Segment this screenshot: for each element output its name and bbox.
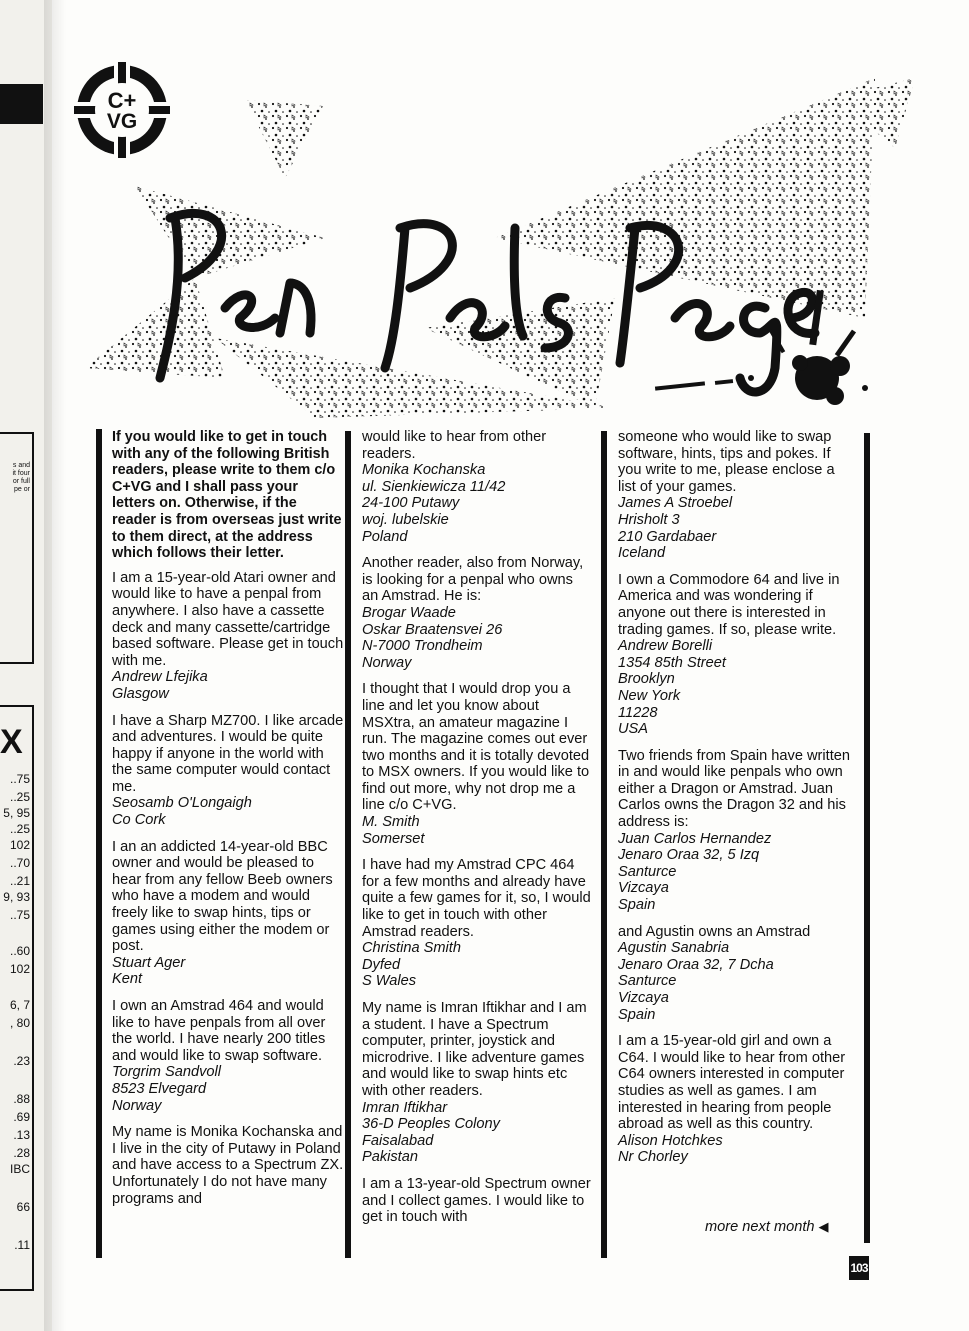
letter-address: [362, 814, 592, 847]
letter-address: [618, 495, 854, 561]
letter-address: [112, 1064, 344, 1114]
page-number: 103: [849, 1256, 869, 1280]
address-line: 210 Gardabaer: [618, 528, 717, 545]
address-line: USA: [618, 721, 649, 738]
letter-text: I am a 15-year-old girl and own a C64. I would like to hear from other C64 owners interested in computer studies as well as games. I am interested in hearing from people abroad as well as this country.: [618, 1033, 846, 1133]
address-line: Co Cork: [112, 812, 166, 829]
letter-text: Another reader, also from Norway, is looking for a penpal who owns an Amstrad. He is:: [362, 555, 584, 605]
letter-address: [112, 955, 344, 988]
letter-text: My name is Imran Iftikhar and I am a student. I have a Spectrum computer, printer, joystick and microdrive. I like adventure games and would like to swap hints etc with other readers.: [362, 1000, 587, 1099]
left-page-number: 66: [16, 1200, 30, 1214]
address-line: Glasgow: [112, 685, 169, 702]
letter-address: [362, 605, 592, 671]
letter-entry: [362, 429, 592, 545]
letter-address: [112, 795, 344, 828]
address-line: ul. Sienkiewicza 11/42: [362, 478, 506, 495]
address-line: Kent: [112, 971, 143, 988]
left-page-number: .28: [13, 1146, 30, 1160]
logo-line-2: VG: [106, 110, 138, 133]
left-page-number: 6, 7: [9, 998, 30, 1012]
column-1: [112, 429, 344, 1217]
left-page-number: .69: [13, 1110, 30, 1124]
letter-entry: [112, 998, 344, 1114]
letter-text: I own an Amstrad 464 and would like to have penpals from all over the world. I have nearly 200 titles and would like to swap software.: [112, 998, 326, 1064]
letter-entry: [112, 839, 344, 988]
column-rule-4: [864, 433, 870, 1243]
letter-text: I am a 13-year-old Spectrum owner and I collect games. I would like to get in touch with: [362, 1175, 591, 1226]
letter-text: I own a Commodore 64 and live in America and was wondering if anyone out there is interested in trading games. If so, please write.: [618, 571, 840, 638]
address-line: Somerset: [362, 830, 425, 847]
left-page-number: ..75: [9, 908, 30, 922]
address-line: N-7000 Trondheim: [362, 638, 483, 655]
address-line: Juan Carlos Hernandez: [618, 830, 772, 847]
left-page-fragment: s and: [12, 462, 30, 469]
letter-entry: [362, 1176, 592, 1226]
letter-entry: [362, 555, 592, 671]
left-page-number: 5, 95: [3, 806, 30, 820]
letter-text: I an an addicted 14-year-old BBC owner and would be pleased to hear from any fellow Beeb owners who have a modem and would freely like to swap hints, tips or games using either the modem or post.: [112, 838, 333, 955]
letter-address: [362, 1100, 592, 1166]
address-line: Jenaro Oraa 32, 5 Izq: [618, 847, 760, 864]
letter-address: [618, 831, 854, 914]
letter-address: [362, 462, 592, 545]
address-line: Iceland: [618, 545, 666, 562]
address-line: Andrew Borelli: [618, 638, 713, 655]
left-page-number: .23: [13, 1054, 30, 1068]
left-page-number: .88: [13, 1092, 30, 1106]
left-page-number: .13: [13, 1128, 30, 1142]
left-page-number: ..70: [9, 856, 30, 870]
letter-address: [112, 669, 344, 702]
letter-entry: [362, 1000, 592, 1166]
left-page-number: ..25: [9, 790, 30, 804]
left-page-fragment: or full: [12, 478, 30, 485]
address-line: Norway: [362, 654, 412, 671]
letter-entry: [362, 681, 592, 847]
letter-entry: [618, 429, 854, 562]
letter-text: I have had my Amstrad CPC 464 for a few months and already have quite a few games for it, so, I would like to get in touch with other Amstrad readers.: [362, 857, 591, 940]
left-page-letter-mark: X: [0, 723, 23, 761]
address-line: Hrisholt 3: [618, 511, 680, 528]
address-line: S Wales: [362, 973, 417, 990]
confetti-triangles: [85, 78, 915, 418]
left-page-number: ..25: [9, 822, 30, 836]
address-line: James A Stroebel: [618, 495, 733, 512]
address-line: Agustin Sanabria: [618, 940, 730, 957]
address-line: Brogar Waade: [362, 604, 456, 621]
left-page-black-block: [0, 84, 43, 124]
address-line: Spain: [618, 897, 656, 914]
address-line: 36-D Peoples Colony: [362, 1116, 500, 1133]
left-page-fragment: pe or: [14, 486, 30, 493]
address-line: 11228: [618, 704, 658, 721]
letter-text: would like to hear from other readers.: [362, 429, 547, 462]
column-3: [618, 429, 854, 1176]
address-line: 1354 85th Street: [618, 654, 726, 671]
letter-text: and Agustin owns an Amstrad: [618, 923, 811, 940]
address-line: M. Smith: [362, 814, 420, 831]
letter-address: [618, 638, 854, 738]
address-line: Santurce: [618, 973, 677, 990]
address-line: Poland: [362, 528, 408, 545]
letter-text: I thought that I would drop you a line and let you know about MSXtra, an amateur magazine I run. The magazine comes out ever two months and it is totally devoted to MSX owners. If you would like to find out more, why not drop me a line c/o C+VG.: [362, 681, 590, 814]
left-page-number: IBC: [9, 1162, 30, 1176]
letter-text: My name is Monika Kochanska and I live in the city of Putawy in Poland and have access to a Spectrum ZX. Unfortunately I do not have many programs and: [112, 1124, 344, 1207]
left-page-number: ..60: [9, 944, 30, 958]
letter-address: [362, 940, 592, 990]
column-2: [362, 429, 592, 1236]
left-page-number: , 80: [9, 1016, 30, 1030]
address-line: Andrew Lfejika: [112, 669, 208, 686]
left-page-number: 102: [9, 838, 30, 852]
left-page-fragment: it four: [12, 470, 30, 477]
address-line: 24-100 Putawy: [362, 495, 460, 512]
address-line: Brooklyn: [618, 671, 675, 688]
letter-entry: [618, 748, 854, 914]
address-line: New York: [618, 687, 681, 704]
letter-entry: [112, 570, 344, 703]
address-line: Dyfed: [362, 956, 401, 973]
letter-text: Two friends from Spain have written in and would like penpals who own either a Dragon or Amstrad. Juan Carlos owns the Dragon 32 and his address is:: [618, 747, 850, 831]
intro-paragraph: If you would like to get in touch with any of the following British readers, please write to them c/o C+VG and I shall pass your letters on. Otherwise, if the reader is from overseas just write to them direct, at the address which follows their letter.: [112, 429, 342, 562]
address-line: 8523 Elvegard: [112, 1080, 207, 1097]
left-page-number: 9, 93: [3, 890, 30, 904]
left-page-number: ..21: [9, 874, 30, 888]
address-line: Seosamb O'Longaigh: [112, 795, 252, 812]
left-page-number: 102: [9, 962, 30, 976]
address-line: Norway: [112, 1097, 162, 1114]
address-line: Pakistan: [362, 1149, 418, 1166]
letter-text: I am a 15-year-old Atari owner and would like to have a penpal from anywhere. I also have a cassette deck and many cassette/cartridge based software. Please get in touch with me.: [112, 569, 344, 669]
address-line: Imran Iftikhar: [362, 1099, 448, 1116]
column-rule-3: [601, 431, 607, 1258]
address-line: Nr Chorley: [618, 1149, 688, 1166]
page-gutter-shadow: [44, 0, 66, 1331]
letter-text: I have a Sharp MZ700. I like arcade and adventures. I would be quite happy if anyone in the world with the same computer would contact me.: [112, 712, 344, 795]
letter-text: someone who would like to swap software, hints, tips and pokes. If you write to me, please enclose a list of your games.: [618, 429, 835, 495]
address-line: Vizcaya: [618, 880, 669, 897]
header-artwork: [75, 78, 965, 423]
address-line: Spain: [618, 1006, 656, 1023]
letter-address: [618, 1133, 854, 1166]
column-rule-2: [345, 431, 351, 1258]
letter-entry: [112, 713, 344, 829]
letter-entry: [618, 572, 854, 738]
letter-entry: [618, 924, 854, 1024]
letter-entry: [362, 857, 592, 990]
letter-entry: [618, 1033, 854, 1166]
address-line: Vizcaya: [618, 990, 669, 1006]
left-page-number: .11: [14, 1238, 30, 1252]
letter-address: [618, 940, 854, 1023]
address-line: Jenaro Oraa 32, 7 Dcha: [618, 956, 774, 973]
address-line: Christina Smith: [362, 940, 461, 957]
address-line: Monika Kochanska: [362, 462, 486, 479]
address-line: Alison Hotchkes: [618, 1132, 723, 1149]
letter-entry: [112, 1124, 344, 1207]
address-line: Santurce: [618, 863, 677, 880]
address-line: Oskar Braatensvei 26: [362, 621, 503, 638]
left-page-number: ..75: [9, 772, 30, 786]
more-next-month: more next month ◀: [705, 1219, 829, 1235]
logo-line-1: C+: [107, 88, 137, 113]
column-rule-1: [96, 429, 102, 1258]
address-line: woj. lubelskie: [362, 511, 449, 528]
address-line: Stuart Ager: [112, 954, 186, 971]
left-arrow-icon: ◀: [818, 1219, 829, 1234]
address-line: Faisalabad: [362, 1132, 434, 1149]
address-line: Torgrim Sandvoll: [112, 1064, 221, 1081]
